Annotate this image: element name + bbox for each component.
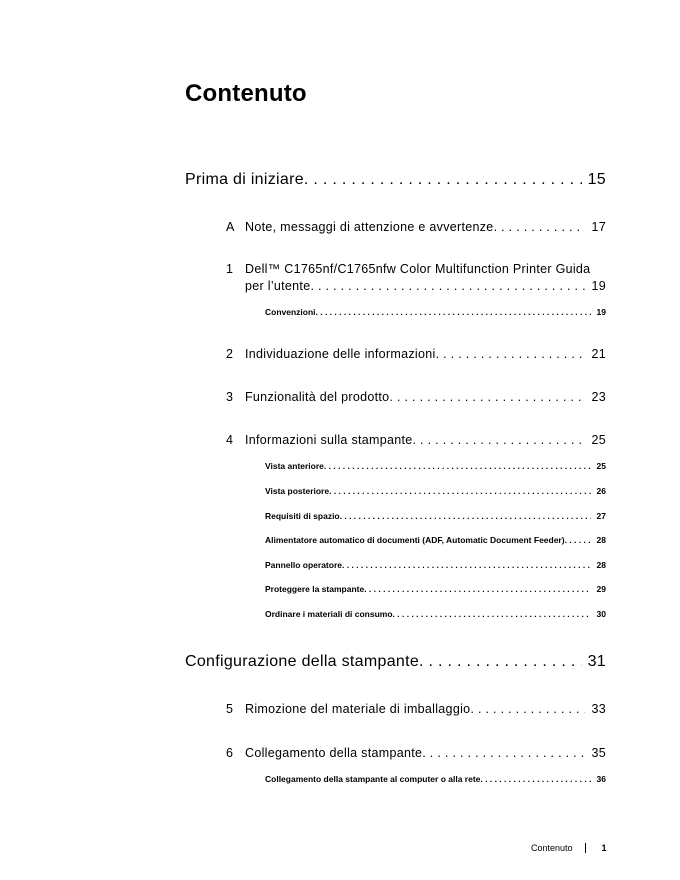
toc-subsection-entry[interactable] bbox=[265, 461, 606, 471]
toc-page-number: 17 bbox=[591, 220, 606, 234]
toc-subsection-entry[interactable] bbox=[265, 609, 606, 619]
toc-subsection-label: Vista anteriore . . . bbox=[265, 461, 591, 471]
toc-page-number: 19 bbox=[591, 279, 606, 293]
toc-chapter-label: Informazioni sulla stampante . . . bbox=[245, 433, 585, 447]
toc-subsection-entry[interactable] bbox=[265, 307, 606, 317]
toc-page-number: 21 bbox=[591, 347, 606, 361]
toc-subsection-entry[interactable] bbox=[265, 774, 606, 784]
toc-subsection-label: Vista posteriore . . . bbox=[265, 486, 591, 496]
page-footer bbox=[531, 843, 607, 853]
footer-divider bbox=[585, 843, 586, 853]
toc-subsection-entry[interactable] bbox=[265, 486, 606, 496]
toc-subsection-label: Proteggere la stampante . . . bbox=[265, 584, 591, 594]
toc-chapter-entry[interactable] bbox=[245, 220, 606, 234]
toc-subsection-label: Ordinare i materiali di consumo . . . bbox=[265, 609, 591, 619]
toc-page-number: 36 bbox=[596, 774, 606, 784]
toc-page-number: 28 bbox=[596, 535, 606, 545]
toc-chapter-entry[interactable] bbox=[245, 702, 606, 716]
toc-section-entry[interactable] bbox=[185, 653, 606, 671]
toc-section-label: Configurazione della stampante . . . bbox=[185, 653, 582, 671]
toc-page-number: 27 bbox=[596, 511, 606, 521]
toc-chapter-entry[interactable] bbox=[245, 279, 606, 293]
toc-subsection-entry[interactable] bbox=[265, 560, 606, 570]
toc-subsection-label: Alimentatore automatico di documenti (ADF, Automatic Document Feeder) . . . bbox=[265, 535, 591, 545]
toc-page-number: 35 bbox=[591, 746, 606, 760]
toc-page-number: 28 bbox=[596, 560, 606, 570]
toc-subsection-entry[interactable] bbox=[265, 584, 606, 594]
toc-chapter-number: 1 bbox=[226, 262, 233, 276]
toc-section-label: Prima di iniziare . . . bbox=[185, 171, 582, 189]
toc-page-number: 33 bbox=[591, 702, 606, 716]
toc-chapter-entry[interactable] bbox=[245, 347, 606, 361]
toc-subsection-label: Collegamento della stampante al computer o alla rete . . . bbox=[265, 774, 591, 784]
toc-page-number: 15 bbox=[587, 171, 606, 188]
toc-chapter-entry[interactable] bbox=[245, 433, 606, 447]
toc-subsection-label: Pannello operatore . . . bbox=[265, 560, 591, 570]
toc-page-number: 25 bbox=[591, 433, 606, 447]
toc-chapter-number: 2 bbox=[226, 347, 233, 361]
toc-page-number: 31 bbox=[587, 653, 606, 670]
toc-subsection-entry[interactable] bbox=[265, 535, 606, 545]
toc-chapter-label: Funzionalità del prodotto . . . bbox=[245, 390, 585, 404]
page-title: Contenuto bbox=[185, 80, 307, 107]
toc-chapter-number: 4 bbox=[226, 433, 233, 447]
toc-chapter-entry[interactable] bbox=[245, 390, 606, 404]
toc-chapter-number: 6 bbox=[226, 746, 233, 760]
toc-chapter-label-line1[interactable]: Dell™ C1765nf/C1765nfw Color Multifunction Printer Guida bbox=[245, 262, 591, 276]
toc-subsection-label: Convenzioni . . . bbox=[265, 307, 591, 317]
toc-subsection-label: Requisiti di spazio . . . bbox=[265, 511, 591, 521]
toc-page-number: 26 bbox=[596, 486, 606, 496]
toc-chapter-entry[interactable] bbox=[245, 746, 606, 760]
toc-subsection-entry[interactable] bbox=[265, 511, 606, 521]
footer-page-number: 1 bbox=[601, 843, 607, 853]
toc-chapter-label: Individuazione delle informazioni . . . bbox=[245, 347, 585, 361]
toc-page-number: 25 bbox=[596, 461, 606, 471]
toc-page-number: 23 bbox=[591, 390, 606, 404]
toc-chapter-number: A bbox=[226, 220, 235, 234]
toc-chapter-label: per l’utente . . . bbox=[245, 279, 585, 293]
toc-section-entry[interactable] bbox=[185, 171, 606, 189]
toc-page-number: 19 bbox=[596, 307, 606, 317]
toc-chapter-number: 3 bbox=[226, 390, 233, 404]
toc-chapter-number: 5 bbox=[226, 702, 233, 716]
toc-chapter-label: Collegamento della stampante . . . bbox=[245, 746, 585, 760]
footer-label: Contenuto bbox=[531, 843, 573, 853]
toc-chapter-label: Note, messaggi di attenzione e avvertenze . . . bbox=[245, 220, 585, 234]
toc-page-number: 30 bbox=[596, 609, 606, 619]
toc-page-number: 29 bbox=[596, 584, 606, 594]
toc-chapter-label: Rimozione del materiale di imballaggio . . . bbox=[245, 702, 585, 716]
